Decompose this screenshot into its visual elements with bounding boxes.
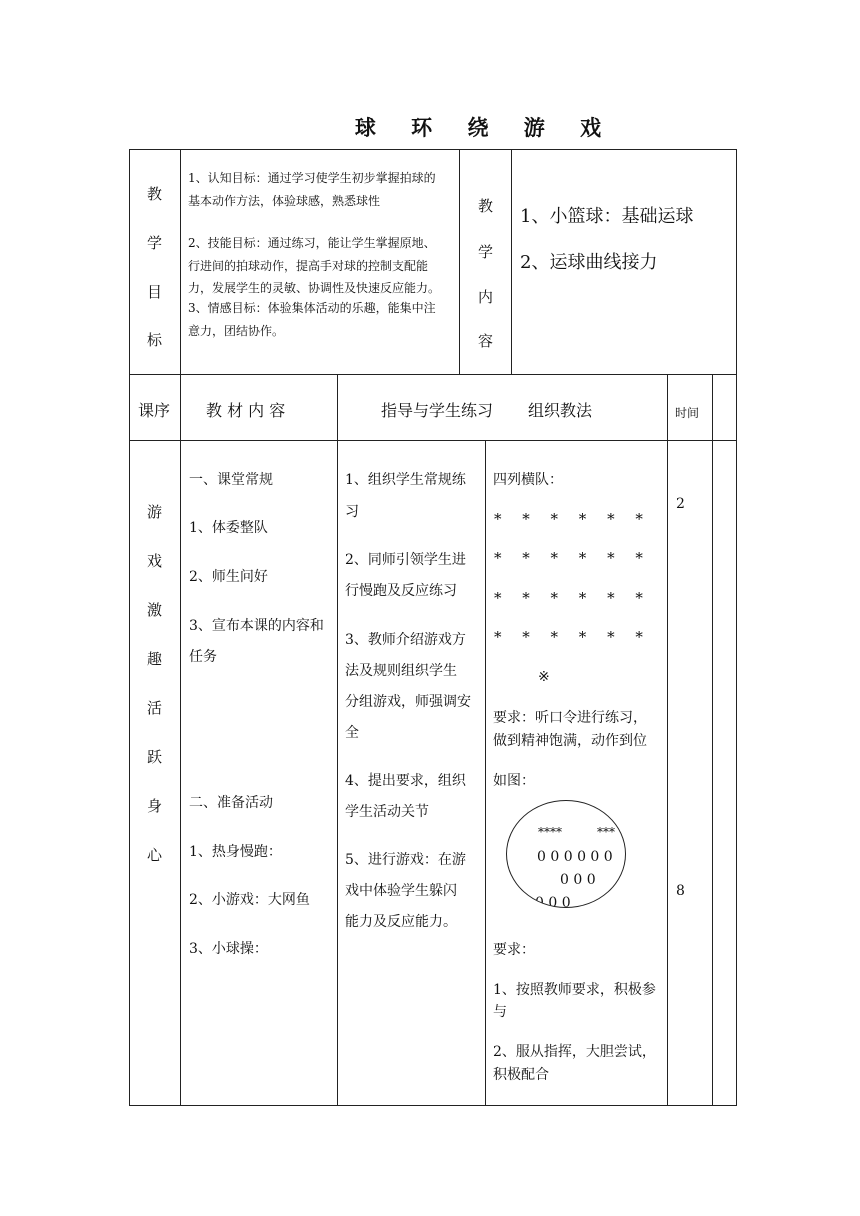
goals-label-char: 目 — [147, 283, 163, 301]
material-line: 3、小球操： — [189, 941, 268, 957]
content-item: 2、运球曲线接力 — [520, 252, 658, 273]
table-right-border — [736, 149, 737, 1106]
teacher-mark: ※ — [538, 669, 550, 685]
material-line: 1、热身慢跑： — [189, 844, 282, 860]
goals-label-divider — [180, 149, 181, 375]
diagram-stars-right: *** — [597, 825, 615, 839]
guidance-line: 能力及反应能力。 — [345, 914, 457, 930]
guidance-line: 行慢跑及反应练习 — [345, 583, 457, 599]
header-method: 组织教法 — [528, 401, 593, 420]
requirement-label: 要求： — [493, 942, 535, 958]
goals-line: 力，发展学生的灵敏、协调性及快速反应能力。 — [188, 281, 441, 295]
material-line: 3、宣布本课的内容和 — [189, 618, 324, 634]
formation-row: * * * * * * — [494, 510, 651, 528]
guidance-line: 习 — [345, 504, 359, 520]
diagram-row: 0 0 0 0 0 0 — [537, 849, 613, 865]
guidance-line: 戏中体验学生躲闪 — [345, 883, 457, 899]
formation-label: 四列横队： — [493, 472, 563, 488]
material-line: 2、师生问好 — [189, 569, 268, 585]
material-line: 任务 — [189, 649, 217, 665]
content-label-char: 内 — [478, 288, 494, 306]
formation-row: * * * * * * — [494, 628, 651, 646]
material-line: 一、课堂常规 — [189, 472, 273, 488]
guidance-line: 5、进行游戏：在游 — [345, 852, 466, 868]
goals-line: 基本动作方法，体验球感，熟悉球性 — [188, 194, 381, 208]
requirement-line: 要求：听口令进行练习， — [493, 710, 647, 726]
content-item: 1、小篮球：基础运球 — [520, 206, 694, 227]
requirement-line: 做到精神饱满，动作到位 — [493, 733, 647, 749]
guidance-line: 法及规则组织学生 — [345, 663, 457, 679]
method-time-divider — [667, 374, 668, 1106]
goals-line: 2、技能目标：通过练习，能让学生掌握原地、 — [188, 236, 436, 250]
guidance-line: 4、提出要求，组织 — [345, 773, 466, 789]
requirement-line: 积极配合 — [493, 1067, 549, 1083]
section-label-char: 戏 — [147, 552, 163, 570]
header-guidance: 指导与学生练习 — [381, 401, 494, 420]
content-label-char: 容 — [478, 332, 494, 350]
goals-label-char: 标 — [147, 331, 163, 349]
guidance-line: 3、教师介绍游戏方 — [345, 632, 466, 648]
table-bottom-border — [129, 1105, 737, 1106]
table-top-border — [129, 149, 737, 150]
diagram-row: 0 0 0 — [535, 895, 571, 908]
requirement-line: 与 — [493, 1004, 507, 1020]
section-label-char: 跃 — [147, 748, 163, 766]
time-extra-divider — [712, 374, 713, 1106]
content-label-char: 学 — [478, 243, 494, 261]
time-value: 2 — [676, 496, 685, 512]
material-col-divider — [337, 374, 338, 1106]
game-diagram — [506, 800, 626, 908]
section-label-char: 活 — [147, 699, 163, 717]
formation-row: * * * * * * — [494, 589, 651, 607]
diagram-stars-left: **** — [538, 825, 562, 839]
diagram-row: 0 0 0 — [560, 872, 596, 888]
section-label-char: 激 — [147, 601, 163, 619]
guidance-line: 学生活动关节 — [345, 804, 429, 820]
header-time: 时间 — [675, 406, 700, 420]
figure-label: 如图： — [493, 773, 535, 789]
section-label-char: 心 — [147, 846, 163, 864]
guidance-line: 1、组织学生常规练 — [345, 472, 466, 488]
formation-row: * * * * * * — [494, 549, 651, 567]
goals-text-divider — [459, 149, 460, 375]
requirement-line: 1、按照教师要求，积极参 — [493, 982, 656, 998]
header-order: 课序 — [138, 401, 171, 420]
goals-row-bottom-border — [129, 374, 737, 375]
guidance-method-divider — [485, 440, 486, 1106]
requirement-line: 2、服从指挥，大胆尝试， — [493, 1044, 656, 1060]
section-label-char: 趣 — [147, 650, 163, 668]
header-material: 教 材 内 容 — [206, 401, 286, 420]
time-value: 8 — [676, 883, 685, 899]
content-label-divider — [511, 149, 512, 375]
order-col-divider — [180, 374, 181, 1106]
goals-line: 1、认知目标：通过学习使学生初步掌握拍球的 — [188, 171, 436, 185]
goals-line: 意力，团结协作。 — [188, 324, 285, 338]
section-label-char: 身 — [147, 797, 163, 815]
guidance-line: 分组游戏，师强调安 — [345, 694, 471, 710]
section-label-char: 游 — [147, 503, 163, 521]
guidance-line: 2、同师引领学生进 — [345, 552, 466, 568]
goals-label-char: 学 — [147, 234, 163, 252]
table-left-border — [129, 149, 130, 1106]
goals-label-char: 教 — [147, 185, 163, 203]
material-line: 二、准备活动 — [189, 795, 273, 811]
guidance-line: 全 — [345, 725, 359, 741]
document-title: 球 环 绕 游 戏 — [354, 116, 616, 140]
material-line: 1、体委整队 — [189, 520, 268, 536]
goals-line: 3、情感目标：体验集体活动的乐趣，能集中注 — [188, 301, 436, 315]
header-row-bottom-border — [129, 440, 737, 441]
goals-line: 行进间的拍球动作，提高手对球的控制支配能 — [188, 259, 429, 273]
material-line: 2、小游戏：大网鱼 — [189, 892, 310, 908]
content-label-char: 教 — [478, 197, 494, 215]
